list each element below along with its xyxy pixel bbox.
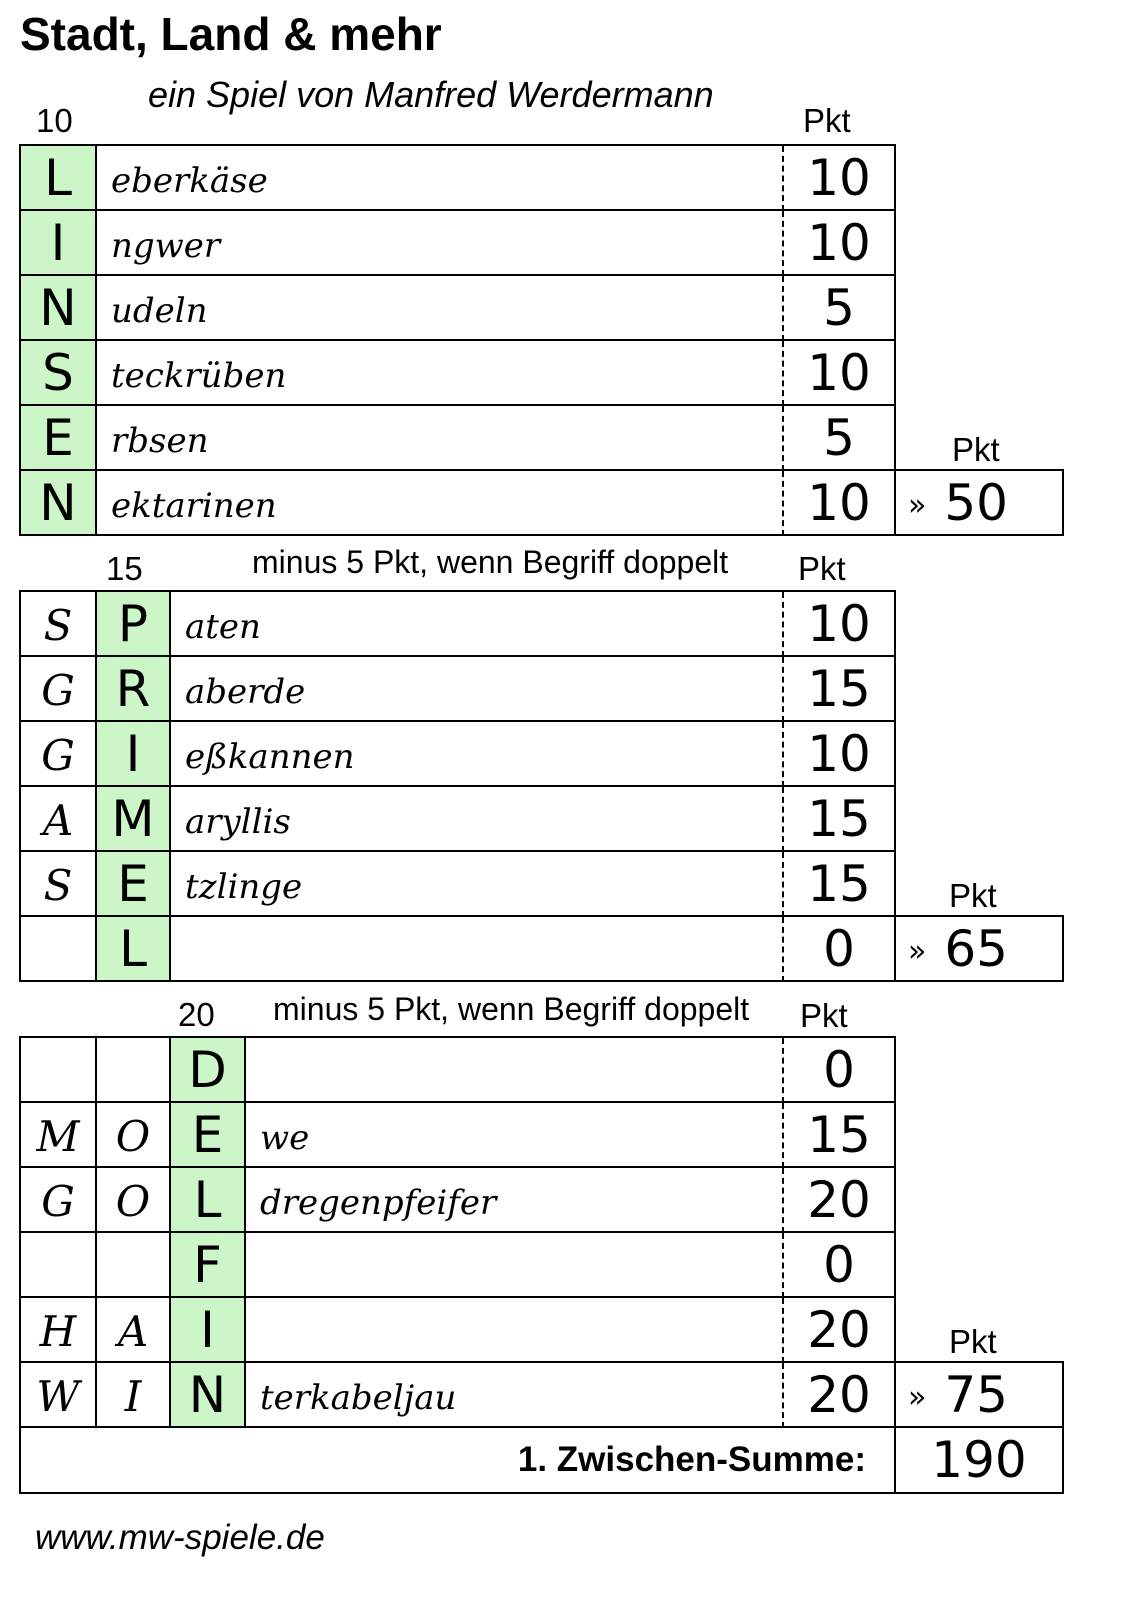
letter-cell: I xyxy=(171,1298,246,1363)
subtotal-row xyxy=(19,1426,1064,1494)
section-2-table xyxy=(19,590,896,982)
entry-cell: udeln xyxy=(97,276,784,341)
entry-cell: eberkäse xyxy=(97,146,784,211)
entry-cell: dregenpfeifer xyxy=(246,1168,784,1233)
subtotal-label: 1. Zwischen-Summe: xyxy=(21,1428,896,1492)
points-cell: 20 xyxy=(784,1298,896,1363)
points-cell: 15 xyxy=(784,657,896,722)
letter-cell: P xyxy=(97,592,171,657)
letter-cell: F xyxy=(171,1233,246,1298)
entry-cell: aryllis xyxy=(171,787,784,852)
letter-cell: I xyxy=(21,211,97,276)
letter-cell: R xyxy=(97,657,171,722)
footer-url: www.mw-spiele.de xyxy=(35,1518,325,1557)
letter-cell: D xyxy=(171,1038,246,1103)
section-2-total-value: 65 xyxy=(944,919,1008,978)
letter-cell: N xyxy=(21,276,97,341)
prefix-letter-1-cell: W xyxy=(21,1363,97,1428)
prefix-letter-2-cell xyxy=(97,1038,171,1103)
entry-cell: ektarinen xyxy=(97,471,784,536)
prefix-letter-cell: G xyxy=(21,657,97,722)
prefix-letter-2-cell: O xyxy=(97,1103,171,1168)
points-cell: 5 xyxy=(784,276,896,341)
total-marker: » xyxy=(908,488,927,523)
points-cell: 10 xyxy=(784,146,896,211)
entry-cell xyxy=(246,1233,784,1298)
section-1-table xyxy=(19,144,896,536)
section-2-total-box xyxy=(894,915,1064,982)
prefix-letter-cell xyxy=(21,917,97,982)
prefix-letter-cell: S xyxy=(21,852,97,917)
page-subtitle: ein Spiel von Manfred Werdermann xyxy=(148,74,714,115)
letter-cell: E xyxy=(21,406,97,471)
section-3-value-label: 20 xyxy=(178,996,215,1033)
prefix-letter-1-cell: H xyxy=(21,1298,97,1363)
entry-cell: rbsen xyxy=(97,406,784,471)
section-1-value-label: 10 xyxy=(36,102,73,139)
prefix-letter-2-cell: I xyxy=(97,1363,171,1428)
entry-cell: teckrüben xyxy=(97,341,784,406)
section-1-total-header: Pkt xyxy=(952,431,1000,468)
section-2-note: minus 5 Pkt, wenn Begriff doppelt xyxy=(252,544,729,580)
points-cell: 20 xyxy=(784,1168,896,1233)
points-cell: 10 xyxy=(784,722,896,787)
points-cell: 15 xyxy=(784,787,896,852)
prefix-letter-2-cell: O xyxy=(97,1168,171,1233)
points-cell: 10 xyxy=(784,341,896,406)
points-cell: 20 xyxy=(784,1363,896,1428)
prefix-letter-cell: A xyxy=(21,787,97,852)
letter-cell: N xyxy=(171,1363,246,1428)
prefix-letter-1-cell: G xyxy=(21,1168,97,1233)
points-cell: 0 xyxy=(784,1233,896,1298)
entry-cell: eßkannen xyxy=(171,722,784,787)
section-2-value-label: 15 xyxy=(106,550,143,587)
section-3-total-header: Pkt xyxy=(949,1323,997,1360)
prefix-letter-2-cell: A xyxy=(97,1298,171,1363)
points-cell: 15 xyxy=(784,1103,896,1168)
points-cell: 0 xyxy=(784,1038,896,1103)
letter-cell: L xyxy=(171,1168,246,1233)
letter-cell: M xyxy=(97,787,171,852)
letter-cell: S xyxy=(21,341,97,406)
entry-cell: tzlinge xyxy=(171,852,784,917)
prefix-letter-cell: S xyxy=(21,592,97,657)
letter-cell: I xyxy=(97,722,171,787)
section-3-total-value: 75 xyxy=(944,1365,1008,1424)
section-2-points-header: Pkt xyxy=(798,550,846,587)
section-1-points-header: Pkt xyxy=(803,102,851,139)
entry-cell xyxy=(171,917,784,982)
section-3-note: minus 5 Pkt, wenn Begriff doppelt xyxy=(273,991,750,1027)
entry-cell xyxy=(246,1298,784,1363)
points-cell: 10 xyxy=(784,471,896,536)
entry-cell: aberde xyxy=(171,657,784,722)
entry-cell: ngwer xyxy=(97,211,784,276)
prefix-letter-cell: G xyxy=(21,722,97,787)
letter-cell: E xyxy=(171,1103,246,1168)
letter-cell: L xyxy=(97,917,171,982)
section-3-table xyxy=(19,1036,896,1428)
points-cell: 5 xyxy=(784,406,896,471)
points-cell: 10 xyxy=(784,211,896,276)
page-title: Stadt, Land & mehr xyxy=(20,8,442,60)
section-2-total-header: Pkt xyxy=(949,877,997,914)
total-marker: » xyxy=(908,1380,927,1415)
points-cell: 15 xyxy=(784,852,896,917)
prefix-letter-2-cell xyxy=(97,1233,171,1298)
entry-cell: aten xyxy=(171,592,784,657)
entry-cell: terkabeljau xyxy=(246,1363,784,1428)
section-1-total-box xyxy=(894,469,1064,536)
total-marker: » xyxy=(908,934,927,969)
entry-cell xyxy=(246,1038,784,1103)
prefix-letter-1-cell: M xyxy=(21,1103,97,1168)
letter-cell: E xyxy=(97,852,171,917)
entry-cell: we xyxy=(246,1103,784,1168)
letter-cell: L xyxy=(21,146,97,211)
points-cell: 10 xyxy=(784,592,896,657)
letter-cell: N xyxy=(21,471,97,536)
section-3-points-header: Pkt xyxy=(800,997,848,1034)
section-3-total-box xyxy=(894,1361,1064,1428)
points-cell: 0 xyxy=(784,917,896,982)
section-1-total-value: 50 xyxy=(944,473,1008,532)
subtotal-value: 190 xyxy=(931,1431,1027,1489)
prefix-letter-1-cell xyxy=(21,1038,97,1103)
prefix-letter-1-cell xyxy=(21,1233,97,1298)
